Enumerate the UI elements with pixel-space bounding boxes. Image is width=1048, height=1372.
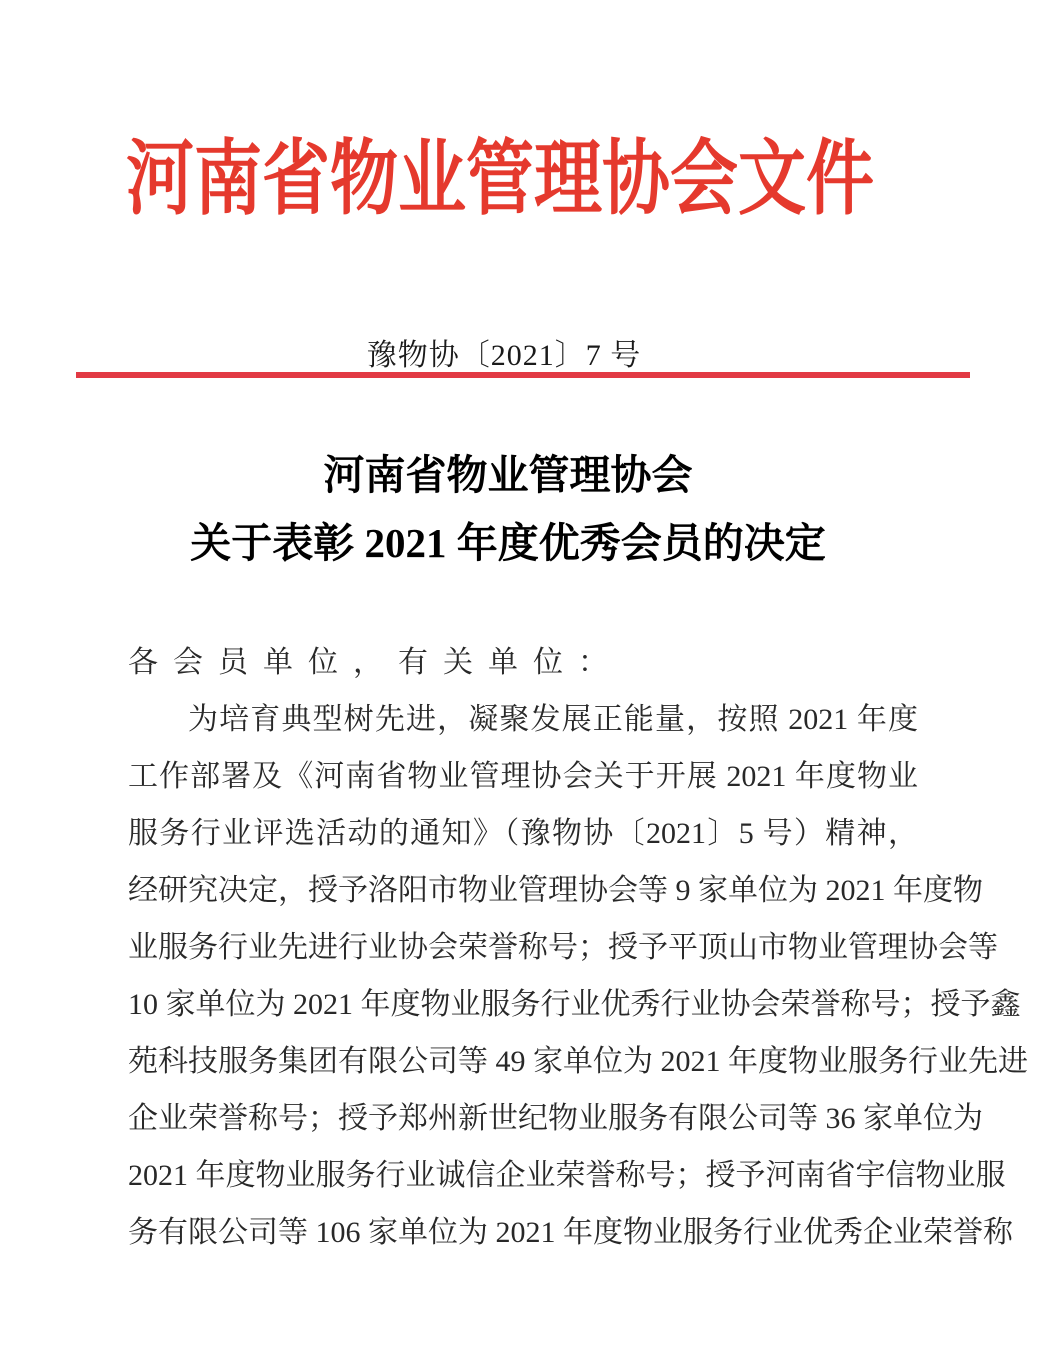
document-title-line-1: 河南省物业管理协会 xyxy=(323,452,693,498)
body-line: 工作部署及《河南省物业管理协会关于开展 2021 年度物业 xyxy=(128,760,918,793)
document-title xyxy=(0,441,1032,577)
document-body xyxy=(128,634,1028,1261)
body-line: 服务行业评选活动的通知》（豫物协〔2021〕5 号）精神， xyxy=(128,817,918,850)
body-line: 企业荣誉称号；授予郑州新世纪物业服务有限公司等 36 家单位为 xyxy=(128,1102,983,1135)
body-line: 苑科技服务集团有限公司等 49 家单位为 2021 年度物业服务行业先进 xyxy=(128,1045,1028,1078)
body-line: 务有限公司等 106 家单位为 2021 年度物业服务行业优秀企业荣誉称 xyxy=(128,1216,1013,1249)
body-line: 业服务行业先进行业协会荣誉称号；授予平顶山市物业管理协会等 xyxy=(128,931,998,964)
document-number: 豫物协〔2021〕7 号 xyxy=(366,339,642,372)
body-line: 10 家单位为 2021 年度物业服务行业优秀行业协会荣誉称号；授予鑫 xyxy=(128,988,1021,1021)
body-line: 2021 年度物业服务行业诚信企业荣誉称号；授予河南省宇信物业服 xyxy=(128,1159,1006,1192)
body-line: 各会员单位，有关单位： xyxy=(128,646,623,679)
letterhead-title: 河南省物业管理协会文件 xyxy=(125,133,874,225)
body-line: 为培育典型树先进，凝聚发展正能量，按照 2021 年度 xyxy=(188,703,918,736)
document-title-line-2: 关于表彰 2021 年度优秀会员的决定 xyxy=(190,520,826,566)
red-divider-line xyxy=(76,372,970,378)
body-line: 经研究决定，授予洛阳市物业管理协会等 9 家单位为 2021 年度物 xyxy=(128,874,983,907)
